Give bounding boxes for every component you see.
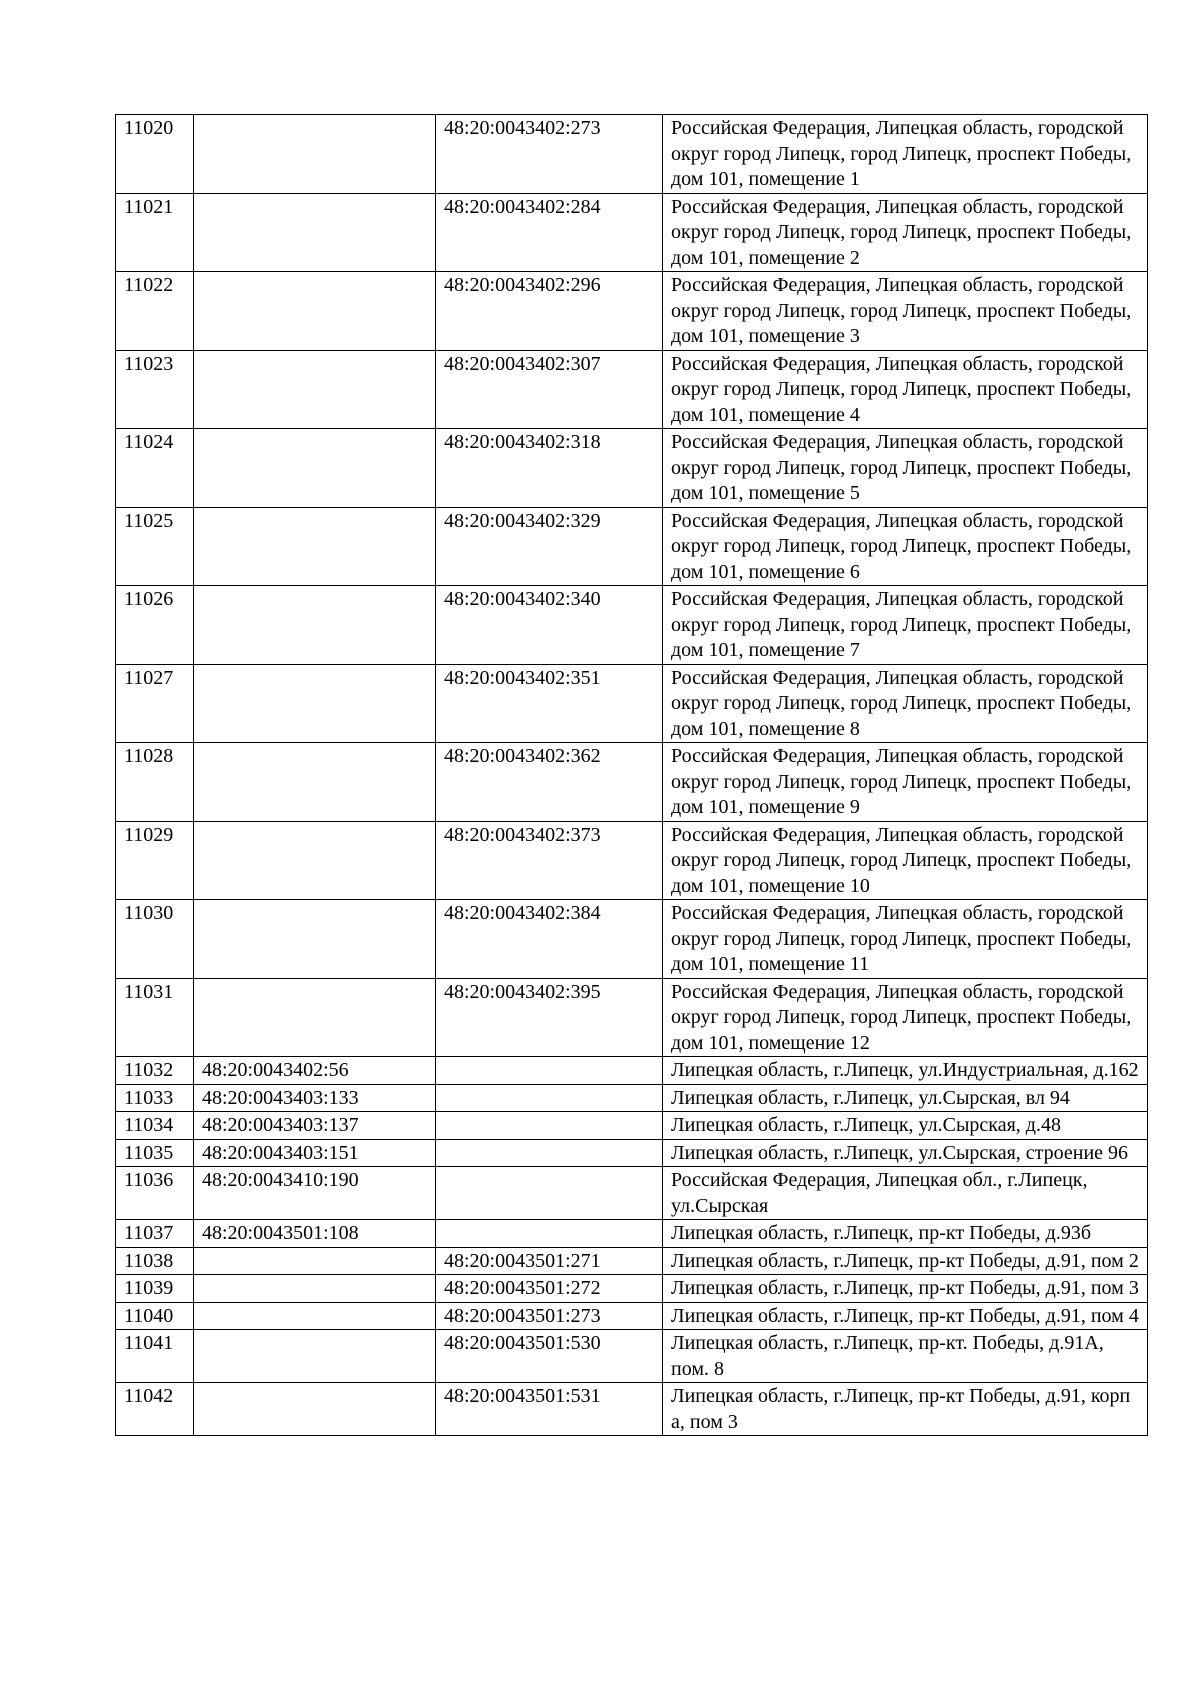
row-number: 11032 — [116, 1057, 194, 1085]
object-cadastral-number: 48:20:0043402:384 — [436, 900, 663, 979]
land-cadastral-number: 48:20:0043402:56 — [194, 1057, 436, 1085]
land-cadastral-number — [194, 1275, 436, 1303]
land-cadastral-number — [194, 350, 436, 429]
table-row — [116, 1167, 1148, 1220]
row-number: 11025 — [116, 507, 194, 586]
row-number: 11028 — [116, 743, 194, 822]
row-number: 11020 — [116, 115, 194, 194]
row-number: 11035 — [116, 1139, 194, 1167]
table-row — [116, 429, 1148, 508]
registry-table — [115, 114, 1148, 1436]
row-number: 11040 — [116, 1302, 194, 1330]
row-number: 11021 — [116, 193, 194, 272]
land-cadastral-number: 48:20:0043403:137 — [194, 1112, 436, 1140]
address: Липецкая область, г.Липецк, пр-кт Победы, д.91, пом 4 — [663, 1302, 1148, 1330]
land-cadastral-number — [194, 1302, 436, 1330]
land-cadastral-number — [194, 115, 436, 194]
address: Российская Федерация, Липецкая область, городской округ город Липецк, город Липецк, проспект Победы, дом 101, помещение 7 — [663, 586, 1148, 665]
address: Липецкая область, г.Липецк, пр-кт Победы, д.91, корп а, пом 3 — [663, 1383, 1148, 1436]
object-cadastral-number — [436, 1167, 663, 1220]
table-row — [116, 1084, 1148, 1112]
table-row — [116, 272, 1148, 351]
table-row — [116, 350, 1148, 429]
table-row — [116, 978, 1148, 1057]
land-cadastral-number: 48:20:0043403:151 — [194, 1139, 436, 1167]
object-cadastral-number — [436, 1220, 663, 1248]
table-row — [116, 743, 1148, 822]
land-cadastral-number — [194, 429, 436, 508]
address: Липецкая область, г.Липецк, пр-кт Победы, д.91, пом 3 — [663, 1275, 1148, 1303]
address: Российская Федерация, Липецкая область, городской округ город Липецк, город Липецк, проспект Победы, дом 101, помещение 3 — [663, 272, 1148, 351]
object-cadastral-number: 48:20:0043402:329 — [436, 507, 663, 586]
land-cadastral-number — [194, 1247, 436, 1275]
address: Липецкая область, г.Липецк, пр-кт Победы, д.91, пом 2 — [663, 1247, 1148, 1275]
object-cadastral-number: 48:20:0043501:531 — [436, 1383, 663, 1436]
land-cadastral-number — [194, 272, 436, 351]
table-row — [116, 193, 1148, 272]
row-number: 11037 — [116, 1220, 194, 1248]
address: Российская Федерация, Липецкая область, городской округ город Липецк, город Липецк, проспект Победы, дом 101, помещение 12 — [663, 978, 1148, 1057]
table-row — [116, 1112, 1148, 1140]
row-number: 11026 — [116, 586, 194, 665]
row-number: 11039 — [116, 1275, 194, 1303]
address: Российская Федерация, Липецкая область, городской округ город Липецк, город Липецк, проспект Победы, дом 101, помещение 5 — [663, 429, 1148, 508]
table-row — [116, 1330, 1148, 1383]
table-row — [116, 1057, 1148, 1085]
address: Российская Федерация, Липецкая область, городской округ город Липецк, город Липецк, проспект Победы, дом 101, помещение 6 — [663, 507, 1148, 586]
land-cadastral-number — [194, 1383, 436, 1436]
object-cadastral-number: 48:20:0043402:318 — [436, 429, 663, 508]
land-cadastral-number — [194, 743, 436, 822]
land-cadastral-number — [194, 664, 436, 743]
row-number: 11036 — [116, 1167, 194, 1220]
land-cadastral-number — [194, 978, 436, 1057]
row-number: 11023 — [116, 350, 194, 429]
address: Липецкая область, г.Липецк, ул.Сырская, д.48 — [663, 1112, 1148, 1140]
registry-table-body — [116, 115, 1148, 1436]
address: Российская Федерация, Липецкая область, городской округ город Липецк, город Липецк, проспект Победы, дом 101, помещение 2 — [663, 193, 1148, 272]
object-cadastral-number: 48:20:0043402:284 — [436, 193, 663, 272]
address: Российская Федерация, Липецкая обл., г.Липецк, ул.Сырская — [663, 1167, 1148, 1220]
address: Российская Федерация, Липецкая область, городской округ город Липецк, город Липецк, проспект Победы, дом 101, помещение 9 — [663, 743, 1148, 822]
table-row — [116, 1275, 1148, 1303]
object-cadastral-number: 48:20:0043402:351 — [436, 664, 663, 743]
object-cadastral-number — [436, 1057, 663, 1085]
object-cadastral-number: 48:20:0043402:296 — [436, 272, 663, 351]
table-row — [116, 507, 1148, 586]
table-row — [116, 586, 1148, 665]
land-cadastral-number — [194, 821, 436, 900]
table-row — [116, 900, 1148, 979]
object-cadastral-number: 48:20:0043501:273 — [436, 1302, 663, 1330]
address: Российская Федерация, Липецкая область, городской округ город Липецк, город Липецк, проспект Победы, дом 101, помещение 4 — [663, 350, 1148, 429]
land-cadastral-number — [194, 900, 436, 979]
land-cadastral-number — [194, 1330, 436, 1383]
object-cadastral-number: 48:20:0043402:273 — [436, 115, 663, 194]
address: Липецкая область, г.Липецк, пр-кт. Победы, д.91А, пом. 8 — [663, 1330, 1148, 1383]
row-number: 11029 — [116, 821, 194, 900]
object-cadastral-number — [436, 1112, 663, 1140]
address: Липецкая область, г.Липецк, ул.Сырская, вл 94 — [663, 1084, 1148, 1112]
address: Российская Федерация, Липецкая область, городской округ город Липецк, город Липецк, проспект Победы, дом 101, помещение 10 — [663, 821, 1148, 900]
land-cadastral-number — [194, 193, 436, 272]
table-row — [116, 1302, 1148, 1330]
address: Липецкая область, г.Липецк, ул.Индустриальная, д.162 — [663, 1057, 1148, 1085]
land-cadastral-number: 48:20:0043403:133 — [194, 1084, 436, 1112]
address: Российская Федерация, Липецкая область, городской округ город Липецк, город Липецк, проспект Победы, дом 101, помещение 1 — [663, 115, 1148, 194]
row-number: 11027 — [116, 664, 194, 743]
object-cadastral-number — [436, 1084, 663, 1112]
row-number: 11030 — [116, 900, 194, 979]
address: Липецкая область, г.Липецк, пр-кт Победы, д.93б — [663, 1220, 1148, 1248]
address: Российская Федерация, Липецкая область, городской округ город Липецк, город Липецк, проспект Победы, дом 101, помещение 11 — [663, 900, 1148, 979]
table-row — [116, 821, 1148, 900]
row-number: 11038 — [116, 1247, 194, 1275]
table-row — [116, 115, 1148, 194]
object-cadastral-number: 48:20:0043402:340 — [436, 586, 663, 665]
table-row — [116, 1383, 1148, 1436]
row-number: 11024 — [116, 429, 194, 508]
table-row — [116, 664, 1148, 743]
row-number: 11034 — [116, 1112, 194, 1140]
table-row — [116, 1220, 1148, 1248]
document-page — [115, 114, 1147, 1436]
row-number: 11041 — [116, 1330, 194, 1383]
object-cadastral-number: 48:20:0043402:362 — [436, 743, 663, 822]
land-cadastral-number: 48:20:0043410:190 — [194, 1167, 436, 1220]
land-cadastral-number — [194, 586, 436, 665]
address: Липецкая область, г.Липецк, ул.Сырская, строение 96 — [663, 1139, 1148, 1167]
row-number: 11042 — [116, 1383, 194, 1436]
row-number: 11033 — [116, 1084, 194, 1112]
object-cadastral-number: 48:20:0043402:307 — [436, 350, 663, 429]
address: Российская Федерация, Липецкая область, городской округ город Липецк, город Липецк, проспект Победы, дом 101, помещение 8 — [663, 664, 1148, 743]
land-cadastral-number: 48:20:0043501:108 — [194, 1220, 436, 1248]
object-cadastral-number: 48:20:0043501:530 — [436, 1330, 663, 1383]
object-cadastral-number: 48:20:0043402:373 — [436, 821, 663, 900]
land-cadastral-number — [194, 507, 436, 586]
table-row — [116, 1139, 1148, 1167]
row-number: 11022 — [116, 272, 194, 351]
object-cadastral-number — [436, 1139, 663, 1167]
object-cadastral-number: 48:20:0043402:395 — [436, 978, 663, 1057]
object-cadastral-number: 48:20:0043501:272 — [436, 1275, 663, 1303]
object-cadastral-number: 48:20:0043501:271 — [436, 1247, 663, 1275]
table-row — [116, 1247, 1148, 1275]
row-number: 11031 — [116, 978, 194, 1057]
